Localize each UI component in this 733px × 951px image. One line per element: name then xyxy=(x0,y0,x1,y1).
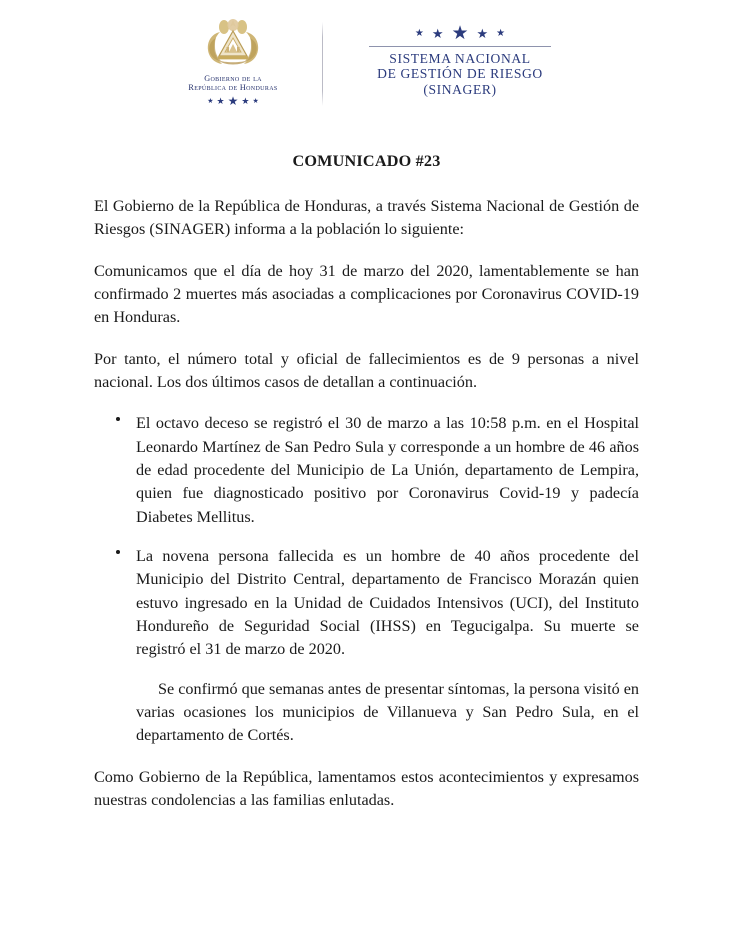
page-title: COMUNICADO #23 xyxy=(292,152,441,170)
star-icon: ★ xyxy=(431,26,444,41)
bullet-icon xyxy=(116,417,120,421)
government-logo-text xyxy=(188,74,277,92)
star-icon: ★ xyxy=(227,94,239,109)
sinager-logo-stars xyxy=(415,24,505,43)
star-icon: ★ xyxy=(414,27,424,39)
case-note-paragraph: Se confirmó que semanas antes de presentar síntomas, la persona visitó en varias ocasiones los municipios de Villanueva y San Pedro Sula, en el departamento de Cortés. xyxy=(136,679,639,745)
government-of-honduras-logo xyxy=(158,18,322,107)
closing-paragraph: Como Gobierno de la República, lamentamos estos acontecimientos y expresamos nuestras condolencias a las familias enlutadas. xyxy=(94,767,639,809)
case-text: El octavo deceso se registró el 30 de marzo a las 10:58 p.m. en el Hospital Leonardo Martínez de San Pedro Sula y corresponde a un hombre de 46 años de edad procedente del Municipio de La Unión, departamento de Lempira, quien fue diagnosticado positivo por Coronavirus Covid-19 y padecía Diabetes Mellitus. xyxy=(136,414,639,526)
star-icon: ★ xyxy=(476,26,489,41)
intro-paragraph: El Gobierno de la República de Honduras, a través Sistema Nacional de Gestión de Riesgos (SINAGER) informa a la población lo siguiente: xyxy=(94,197,639,239)
sinager-logo-line-3: (SINAGER) xyxy=(423,81,497,97)
sinager-logo-line-1: SISTEMA NACIONAL xyxy=(389,51,531,66)
star-icon: ★ xyxy=(451,23,469,44)
government-logo-line-2: República de Honduras xyxy=(188,83,278,93)
star-icon: ★ xyxy=(216,95,225,106)
star-icon: ★ xyxy=(252,96,259,105)
case-list xyxy=(94,412,639,661)
government-logo-stars xyxy=(207,95,258,107)
letterhead xyxy=(0,0,733,122)
document-body xyxy=(94,122,639,812)
paragraph-2: Por tanto, el número total y oficial de fallecimientos es de 9 personas a nivel nacional. Los dos últimos casos de detallan a continuación. xyxy=(94,349,639,391)
list-item xyxy=(94,412,639,529)
case-text: La novena persona fallecida es un hombre de 40 años procedente del Municipio del Distrito Central, departamento de Francisco Morazán quien estuvo ingresado en la Unidad de Cuidados Intensivos (UCI), del Instituto Hondureño de Seguridad Social (IHSS) en Tegucigalpa. Su muerte se registró el 31 de marzo de 2020. xyxy=(136,546,639,659)
bullet-icon xyxy=(116,550,120,554)
sinager-logo-line-2: DE GESTIÓN DE RIESGO xyxy=(377,66,543,82)
sinager-logo xyxy=(323,18,575,97)
government-logo-line-1: Gobierno de la xyxy=(204,74,262,83)
sinager-logo-text xyxy=(377,51,543,97)
list-item xyxy=(94,545,639,662)
honduras-national-seal-icon xyxy=(202,18,264,72)
sinager-logo-rule xyxy=(369,46,551,47)
star-icon: ★ xyxy=(241,95,250,106)
star-icon: ★ xyxy=(207,96,214,105)
paragraph-1: Comunicamos que el día de hoy 31 de marzo del 2020, lamentablemente se han confirmado 2 muertes más asociadas a complicaciones por Coronavirus COVID-19 en Honduras. xyxy=(94,261,639,327)
star-icon: ★ xyxy=(496,27,506,39)
